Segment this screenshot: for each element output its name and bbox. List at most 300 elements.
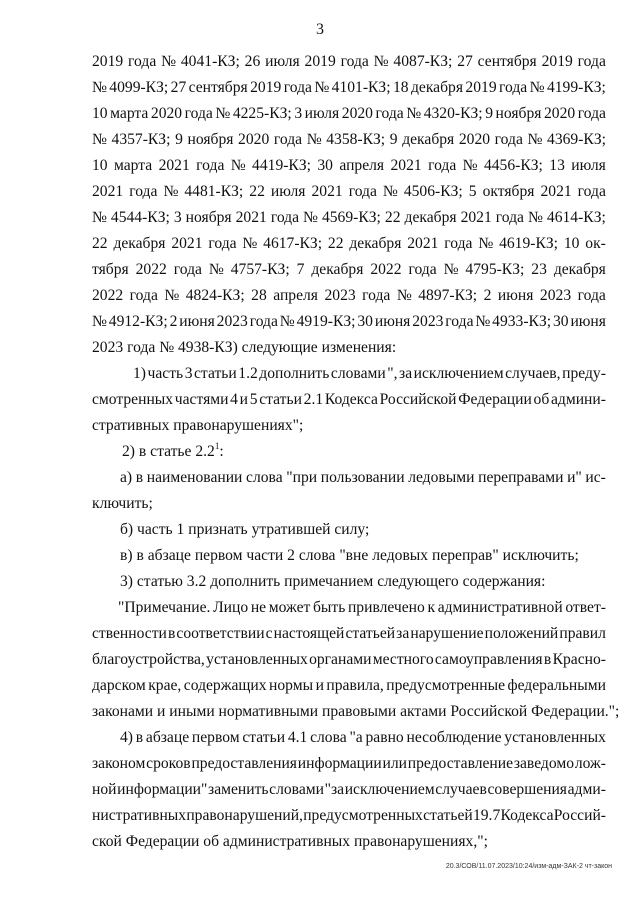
word: статьи xyxy=(194,365,237,382)
word: или xyxy=(382,755,407,772)
item-1 xyxy=(92,361,606,439)
word: № xyxy=(92,313,107,330)
footer-code: 20.3/СОВ/11.07.2023/10:24/изм-адм-ЗАК-2 чт-закон xyxy=(445,863,612,870)
word: тября xyxy=(92,261,129,278)
word: 2020 xyxy=(238,131,270,148)
word: марта xyxy=(110,105,149,122)
word: 2019 xyxy=(250,79,282,96)
word: 18 xyxy=(392,79,409,96)
word: декабря xyxy=(311,261,364,278)
word: 2020 xyxy=(150,105,183,122)
word: июля xyxy=(571,157,606,174)
word: 1.2 xyxy=(238,365,258,382)
word: предусмотренные xyxy=(386,677,506,694)
word: декабря xyxy=(410,79,464,96)
word: первом xyxy=(191,729,240,746)
word: года xyxy=(184,105,213,122)
word: года xyxy=(445,313,474,330)
word: может xyxy=(268,599,311,616)
word: 4 xyxy=(230,391,238,408)
word: к xyxy=(427,599,436,616)
word: смотренных xyxy=(92,391,174,408)
word: лож- xyxy=(574,755,606,772)
word: июня xyxy=(374,313,411,330)
item-3 xyxy=(92,569,620,725)
text-line xyxy=(92,387,606,413)
word: переправами xyxy=(478,469,564,486)
text-line xyxy=(92,309,606,335)
word: 2019 xyxy=(304,53,336,70)
word: № xyxy=(529,79,545,96)
word: 2021 xyxy=(235,209,267,226)
word: 7 xyxy=(296,261,305,278)
word: № xyxy=(527,131,543,148)
word: года xyxy=(362,287,391,304)
word: ственности xyxy=(92,625,167,642)
word: сентября xyxy=(477,53,537,70)
word: в xyxy=(135,469,144,486)
word: "а xyxy=(349,729,363,746)
text-line: законами и иными нормативными правовыми актами Российской Федерации."; xyxy=(92,703,620,720)
word: года xyxy=(340,53,369,70)
word: с xyxy=(265,625,273,642)
word: совершения xyxy=(487,781,567,798)
word: № xyxy=(406,105,422,122)
word: года xyxy=(129,183,158,200)
word: предусмотренных xyxy=(303,807,423,824)
word: 30 xyxy=(357,313,373,330)
word: админи- xyxy=(550,391,606,408)
word: статьи xyxy=(259,391,302,408)
word: года xyxy=(444,235,473,252)
word: 2023 xyxy=(412,313,444,330)
word: Лицо xyxy=(213,599,249,616)
word: № xyxy=(92,131,107,148)
word: 3 xyxy=(184,365,193,382)
word: 9 xyxy=(485,105,493,122)
word: за xyxy=(399,365,413,382)
word: № xyxy=(161,53,177,70)
word: слова xyxy=(310,729,347,746)
word: 19.7 xyxy=(472,807,501,824)
text-line xyxy=(92,361,606,387)
word: 4619-КЗ; xyxy=(499,235,558,252)
word: 4617-КЗ; xyxy=(263,235,323,252)
text-line: ской Федерации об административных правонарушениях,"; xyxy=(92,833,488,850)
word: 4225-КЗ; xyxy=(232,105,292,122)
word: 22 xyxy=(327,235,344,252)
word: № xyxy=(462,157,478,174)
word: 2021 xyxy=(540,183,572,200)
word: 27 xyxy=(457,53,473,70)
word: и xyxy=(315,677,324,694)
item-2-heading-text: 2) в статье 2.2 xyxy=(122,443,215,460)
word: 30 xyxy=(552,313,569,330)
word: привлечено xyxy=(347,599,425,616)
word: ис- xyxy=(585,469,606,486)
word: 1) xyxy=(133,365,146,382)
word: частями xyxy=(174,391,229,408)
word: 4933-КЗ; xyxy=(492,313,552,330)
word: 4544-КЗ; xyxy=(110,209,170,226)
word: 4369-КЗ; xyxy=(547,131,606,148)
word: июля xyxy=(265,53,300,70)
word: федеральными xyxy=(507,677,606,694)
word: 22 xyxy=(92,235,108,252)
text-line: в) в абзаце первом части 2 слова "вне ледовых переправ" исключить; xyxy=(120,547,579,564)
word: года xyxy=(428,157,457,174)
word: словами xyxy=(269,781,324,798)
word: нормы xyxy=(269,677,314,694)
word: законом xyxy=(92,755,146,772)
word: пользовании xyxy=(320,469,405,486)
word: № xyxy=(528,209,543,226)
word: 2021 xyxy=(158,157,190,174)
word: декабря xyxy=(404,209,457,226)
word: 13 xyxy=(549,157,565,174)
word: 9 xyxy=(389,131,398,148)
word: часть xyxy=(147,365,184,382)
word: случаев, xyxy=(505,365,561,382)
word: предоставление xyxy=(407,755,514,772)
word: 10 xyxy=(92,105,108,122)
word: правил xyxy=(559,625,606,642)
word: № xyxy=(92,79,107,96)
word: органами xyxy=(309,651,372,668)
word: в xyxy=(543,651,552,668)
word: за xyxy=(396,625,410,642)
word: адми- xyxy=(567,781,606,798)
word: 5 xyxy=(468,183,477,200)
word: 2020 xyxy=(341,105,373,122)
word: ной xyxy=(92,781,117,798)
word: местного xyxy=(372,651,434,668)
word: 2 xyxy=(169,313,178,330)
word: года xyxy=(270,209,300,226)
word: 2 xyxy=(483,287,492,304)
word: 2021 xyxy=(390,157,422,174)
word: года xyxy=(249,313,278,330)
word: 2.1 xyxy=(303,391,324,408)
word: декабря xyxy=(402,131,455,148)
text-line xyxy=(92,465,606,491)
text-line xyxy=(92,153,606,179)
word: года xyxy=(577,105,606,122)
word: 4.1 xyxy=(287,729,308,746)
item-4 xyxy=(92,725,606,855)
word: 2022 xyxy=(135,261,167,278)
word: 4199-КЗ; xyxy=(546,79,606,96)
word: 4897-КЗ; xyxy=(418,287,478,304)
word: преду- xyxy=(562,365,606,382)
word: 2021 xyxy=(460,209,492,226)
word: 4919-КЗ; xyxy=(296,313,356,330)
word: 10 xyxy=(563,235,580,252)
word: июня xyxy=(497,287,534,304)
word: ноября xyxy=(187,131,234,148)
word: года xyxy=(408,261,437,278)
text-line xyxy=(92,127,606,153)
word: 3 xyxy=(173,209,182,226)
word: 2020 xyxy=(544,105,576,122)
text-line: стративных правонарушениях"; xyxy=(92,417,304,434)
text-line: 3) статью 3.2 дополнить примечанием следующего содержания: xyxy=(120,573,546,590)
word: 2021 xyxy=(92,183,124,200)
word: июля xyxy=(304,105,340,122)
word: дарском xyxy=(92,677,146,694)
word: равно xyxy=(365,729,404,746)
word: 2023 xyxy=(539,287,572,304)
word: "Примечание. xyxy=(118,599,211,616)
word: заменить xyxy=(208,781,269,798)
word: № xyxy=(164,287,180,304)
word: настоящей xyxy=(273,625,345,642)
item-2-heading xyxy=(92,439,606,465)
word: правила, xyxy=(326,677,384,694)
word: 2021 xyxy=(171,235,203,252)
word: № xyxy=(396,287,412,304)
word: года xyxy=(494,131,523,148)
word: года xyxy=(196,157,225,174)
page-number: 3 xyxy=(316,21,324,38)
word: ", xyxy=(387,365,398,382)
word: 4824-КЗ; xyxy=(185,287,245,304)
word: года xyxy=(173,261,202,278)
word: сентября xyxy=(188,79,248,96)
word: апреля xyxy=(273,287,318,304)
word: года xyxy=(495,209,524,226)
word: исключением xyxy=(344,781,435,798)
word: 2022 xyxy=(92,287,124,304)
word: 4569-КЗ; xyxy=(321,209,381,226)
word: № xyxy=(163,183,179,200)
word: декабря xyxy=(113,235,166,252)
word: Красно- xyxy=(552,651,606,668)
text-line xyxy=(92,647,606,673)
word: декабря xyxy=(553,261,606,278)
word: 4358-КЗ; xyxy=(326,131,386,148)
word: статьей xyxy=(345,625,396,642)
word: слова xyxy=(246,469,283,486)
word: ноября xyxy=(185,209,232,226)
word: в xyxy=(167,625,176,642)
word: ледовыми xyxy=(408,469,475,486)
word: 2020 xyxy=(458,131,491,148)
word: соответствии xyxy=(176,625,265,642)
text-line xyxy=(92,231,606,257)
word: 2019 xyxy=(465,79,497,96)
superscript: 1 xyxy=(214,441,220,451)
word: содержащих xyxy=(183,677,267,694)
word: года xyxy=(129,287,158,304)
word: июня xyxy=(179,313,215,330)
word: ок- xyxy=(585,235,606,252)
word: 2021 xyxy=(407,235,439,252)
word: 22 xyxy=(384,209,401,226)
word: № xyxy=(279,313,295,330)
word: № xyxy=(306,131,322,148)
word: года xyxy=(283,79,312,96)
text-line xyxy=(92,595,606,621)
word: 27 xyxy=(170,79,187,96)
word: № xyxy=(230,157,246,174)
word: № xyxy=(478,235,494,252)
text-line xyxy=(92,101,606,127)
word: года xyxy=(577,287,606,304)
word: дополнить xyxy=(259,365,330,382)
word: 4614-КЗ; xyxy=(546,209,606,226)
word: 4) xyxy=(120,729,133,746)
word: а) xyxy=(120,469,133,486)
item-2-heading-end: : xyxy=(219,443,224,460)
word: № xyxy=(215,105,231,122)
word: информации" xyxy=(117,781,208,798)
word: года xyxy=(348,183,377,200)
word: статьей xyxy=(423,807,473,824)
word: года xyxy=(273,131,303,148)
text-line xyxy=(92,205,606,231)
word: марта xyxy=(113,157,153,174)
word: 23 xyxy=(531,261,547,278)
word: несоблюдение xyxy=(406,729,502,746)
word: № xyxy=(208,261,224,278)
text-line xyxy=(92,179,606,205)
word: Кодекса xyxy=(324,391,378,408)
word: 2019 xyxy=(541,53,573,70)
word: 2023 xyxy=(216,313,248,330)
word: 4041-КЗ; xyxy=(180,53,240,70)
word: 4757-КЗ; xyxy=(230,261,290,278)
word: декабря xyxy=(349,235,402,252)
word: года xyxy=(128,53,157,70)
word: № xyxy=(443,261,459,278)
word: Россий- xyxy=(553,807,606,824)
word: июля xyxy=(270,183,306,200)
word: 4320-КЗ; xyxy=(423,105,483,122)
word: 4099-КЗ; xyxy=(109,79,169,96)
word: 9 xyxy=(175,131,183,148)
word: в xyxy=(135,729,144,746)
text-line xyxy=(92,725,606,751)
word: "за xyxy=(324,781,345,798)
word: абзаце xyxy=(145,729,190,746)
word: июня xyxy=(570,313,606,330)
document-body xyxy=(92,49,620,855)
word: словами xyxy=(330,365,386,382)
word: "при xyxy=(286,469,318,486)
word: информации xyxy=(297,755,382,772)
word: года xyxy=(577,53,606,70)
word: сроков xyxy=(146,755,191,772)
word: 2023 xyxy=(324,287,356,304)
word: нистративных xyxy=(92,807,187,824)
word: № xyxy=(314,79,330,96)
word: и" xyxy=(567,469,582,486)
word: № xyxy=(303,209,318,226)
text-line xyxy=(92,49,606,75)
word: исключением xyxy=(413,365,504,382)
word: наименовании xyxy=(146,469,243,486)
word: ответ- xyxy=(565,599,606,616)
word: 2022 xyxy=(370,261,402,278)
word: 22 xyxy=(249,183,265,200)
word: № xyxy=(382,183,398,200)
word: ноября xyxy=(495,105,542,122)
word: апреля xyxy=(339,157,385,174)
word: 4357-КЗ; xyxy=(111,131,171,148)
word: № xyxy=(373,53,389,70)
word: предоставления xyxy=(191,755,297,772)
word: не xyxy=(250,599,267,616)
word: административной xyxy=(437,599,563,616)
word: 26 xyxy=(244,53,261,70)
word: самоуправления xyxy=(434,651,543,668)
word: Российской xyxy=(379,391,457,408)
word: 2021 xyxy=(311,183,343,200)
word: 4481-КЗ; xyxy=(184,183,244,200)
word: октября xyxy=(482,183,535,200)
amended-laws-list xyxy=(92,49,606,361)
word: положений xyxy=(484,625,559,642)
word: 4101-КЗ; xyxy=(331,79,391,96)
word: № xyxy=(92,209,107,226)
word: и xyxy=(239,391,249,408)
word: года xyxy=(499,79,528,96)
word: об xyxy=(533,391,550,408)
word: 4912-КЗ; xyxy=(108,313,168,330)
word: 30 xyxy=(317,157,333,174)
item-2 xyxy=(92,439,606,569)
word: года xyxy=(577,183,606,200)
text-line xyxy=(92,777,606,803)
text-line xyxy=(92,283,606,309)
word: № xyxy=(242,235,258,252)
word: 5 xyxy=(249,391,258,408)
word: установленных xyxy=(504,729,606,746)
word: 4087-КЗ; xyxy=(393,53,453,70)
word: Федерации xyxy=(458,391,532,408)
word: 4456-КЗ; xyxy=(483,157,543,174)
word: № xyxy=(475,313,491,330)
word: заведомо xyxy=(513,755,575,772)
word: статьи xyxy=(242,729,286,746)
word: крае, xyxy=(148,677,182,694)
word: года xyxy=(208,235,237,252)
word: 10 xyxy=(92,157,108,174)
word: случаев xyxy=(435,781,487,798)
text-line: ключить; xyxy=(92,495,153,512)
text-line xyxy=(92,803,606,829)
text-line xyxy=(92,621,606,647)
word: 2019 xyxy=(92,53,124,70)
word: 3 xyxy=(294,105,303,122)
text-line xyxy=(92,257,606,283)
word: 28 xyxy=(251,287,267,304)
word: быть xyxy=(312,599,346,616)
word: правонарушений, xyxy=(186,807,303,824)
word: Кодекса xyxy=(500,807,554,824)
word: 4795-КЗ; xyxy=(465,261,525,278)
word: 4506-КЗ; xyxy=(403,183,463,200)
text-line: 2023 года № 4938-КЗ) следующие изменения: xyxy=(92,339,397,356)
text-line xyxy=(92,751,606,777)
word: 4419-КЗ; xyxy=(252,157,311,174)
word: установленных xyxy=(206,651,308,668)
word: благоустройства, xyxy=(92,651,205,668)
word: нарушение xyxy=(410,625,484,642)
text-line: б) часть 1 признать утратившей силу; xyxy=(120,521,370,538)
text-line xyxy=(92,673,606,699)
